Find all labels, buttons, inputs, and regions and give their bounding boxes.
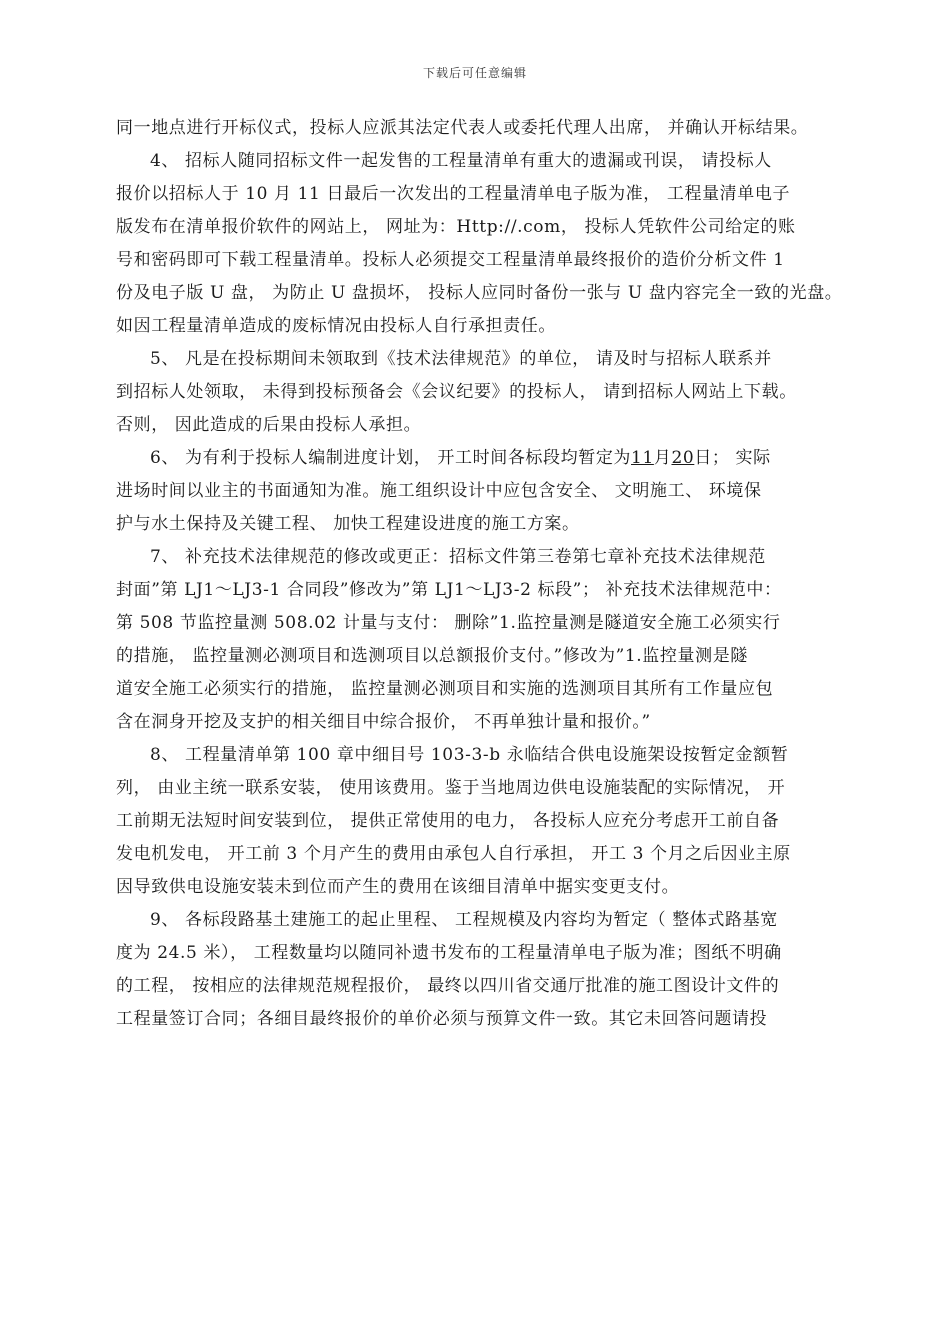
- text-line-with-date: [116, 442, 846, 475]
- start-day-value: 20: [671, 448, 695, 468]
- paragraph-item-5: [116, 343, 846, 442]
- text-line: 第 508 节监控量测 508.02 计量与支付： 删除”1.监控量测是隧道安全施工必须实行: [116, 613, 781, 633]
- text-line: 否则， 因此造成的后果由投标人承担。: [116, 415, 422, 435]
- text-line: 的措施， 监控量测必测项目和选测项目以总额报价支付。”修改为”1.监控量测是隧: [116, 646, 748, 666]
- paragraph-item-8: [116, 739, 846, 904]
- text-line: 封面”第 LJ1～LJ3-1 合同段”修改为”第 LJ1～LJ3-2 标段”； 补充技术法律规范中：: [116, 580, 782, 600]
- text-line: 的工程， 按相应的法律规范规程报价， 最终以四川省交通厅批准的施工图设计文件的: [116, 976, 780, 996]
- month-unit: 月: [653, 448, 672, 468]
- text-line: 份及电子版 U 盘， 为防止 U 盘损坏， 投标人应同时备份一张与 U 盘内容完全一致的光盘。: [116, 283, 843, 303]
- text-line: 9、 各标段路基土建施工的起止里程、 工程规模及内容均为暂定（ 整体式路基宽: [150, 910, 778, 930]
- text-line: 发电机发电， 开工前 3 个月产生的费用由承包人自行承担， 开工 3 个月之后因业主原: [116, 844, 791, 864]
- text-line: 到招标人处领取， 未得到投标预备会《会议纪要》的投标人， 请到招标人网站上下载。: [116, 382, 797, 402]
- text-line: 5、 凡是在投标期间未领取到《技术法律规范》的单位， 请及时与招标人联系并: [150, 349, 772, 369]
- paragraph-item-7: [116, 541, 846, 739]
- text-line: 度为 24.5 米）， 工程数量均以随同补遗书发布的工程量清单电子版为准；图纸不明确: [116, 943, 782, 963]
- text-line: 报价以招标人于 10 月 11 日最后一次发出的工程量清单电子版为准， 工程量清单电子: [116, 184, 791, 204]
- text-line: 护与水土保持及关键工程、 加快工程建设进度的施工方案。: [116, 514, 580, 534]
- text-line: 工程量签订合同；各细目最终报价的单价必须与预算文件一致。其它未回答问题请投: [116, 1009, 768, 1029]
- text-line: 道安全施工必须实行的措施， 监控量测必测项目和实施的选测项目其所有工作量应包: [116, 679, 774, 699]
- text-line: 因导致供电设施安装未到位而产生的费用在该细目清单中据实变更支付。: [116, 877, 680, 897]
- text-line: 8、 工程量清单第 100 章中细目号 103-3-b 永临结合供电设施架设按暂定金额暂: [150, 745, 789, 765]
- text-line: 含在洞身开挖及支护的相关细目中综合报价， 不再单独计量和报价。”: [116, 712, 651, 732]
- text-line: 如因工程量清单造成的废标情况由投标人自行承担责任。: [116, 316, 556, 336]
- text-line: 工前期无法短时间安装到位， 提供正常使用的电力， 各投标人应充分考虑开工前自备: [116, 811, 780, 831]
- text-line: 同一地点进行开标仪式，投标人应派其法定代表人或委托代理人出席， 并确认开标结果。: [116, 118, 809, 138]
- text-line: 7、 补充技术法律规范的修改或更正：招标文件第三卷第七章补充技术法律规范: [150, 547, 766, 567]
- document-body: [116, 112, 846, 1036]
- text-line: 号和密码即可下载工程量清单。投标人必须提交工程量清单最终报价的造价分析文件 1: [116, 250, 785, 270]
- paragraph-item-6: [116, 442, 846, 541]
- paragraph-item-9: [116, 904, 846, 1036]
- start-month-value: 11: [631, 448, 654, 468]
- text-line: 版发布在清单报价软件的网站上， 网址为：Http://.com， 投标人凭软件公司给定的账: [116, 217, 796, 237]
- text-line: 4、 招标人随同招标文件一起发售的工程量清单有重大的遗漏或刊误， 请投标人: [150, 151, 772, 171]
- page-header: 下载后可任意编辑: [422, 66, 527, 80]
- paragraph-item-4: [116, 145, 846, 343]
- text-segment: 日； 实际: [694, 448, 771, 468]
- text-segment: 6、 为有利于投标人编制进度计划， 开工时间各标段均暂定为: [150, 448, 632, 468]
- text-line: 进场时间以业主的书面通知为准。施工组织设计中应包含安全、 文明施工、 环境保: [116, 481, 762, 501]
- paragraph-continuation: [116, 112, 846, 145]
- text-line: 列， 由业主统一联系安装， 使用该费用。鉴于当地周边供电设施装配的实际情况， 开: [116, 778, 786, 798]
